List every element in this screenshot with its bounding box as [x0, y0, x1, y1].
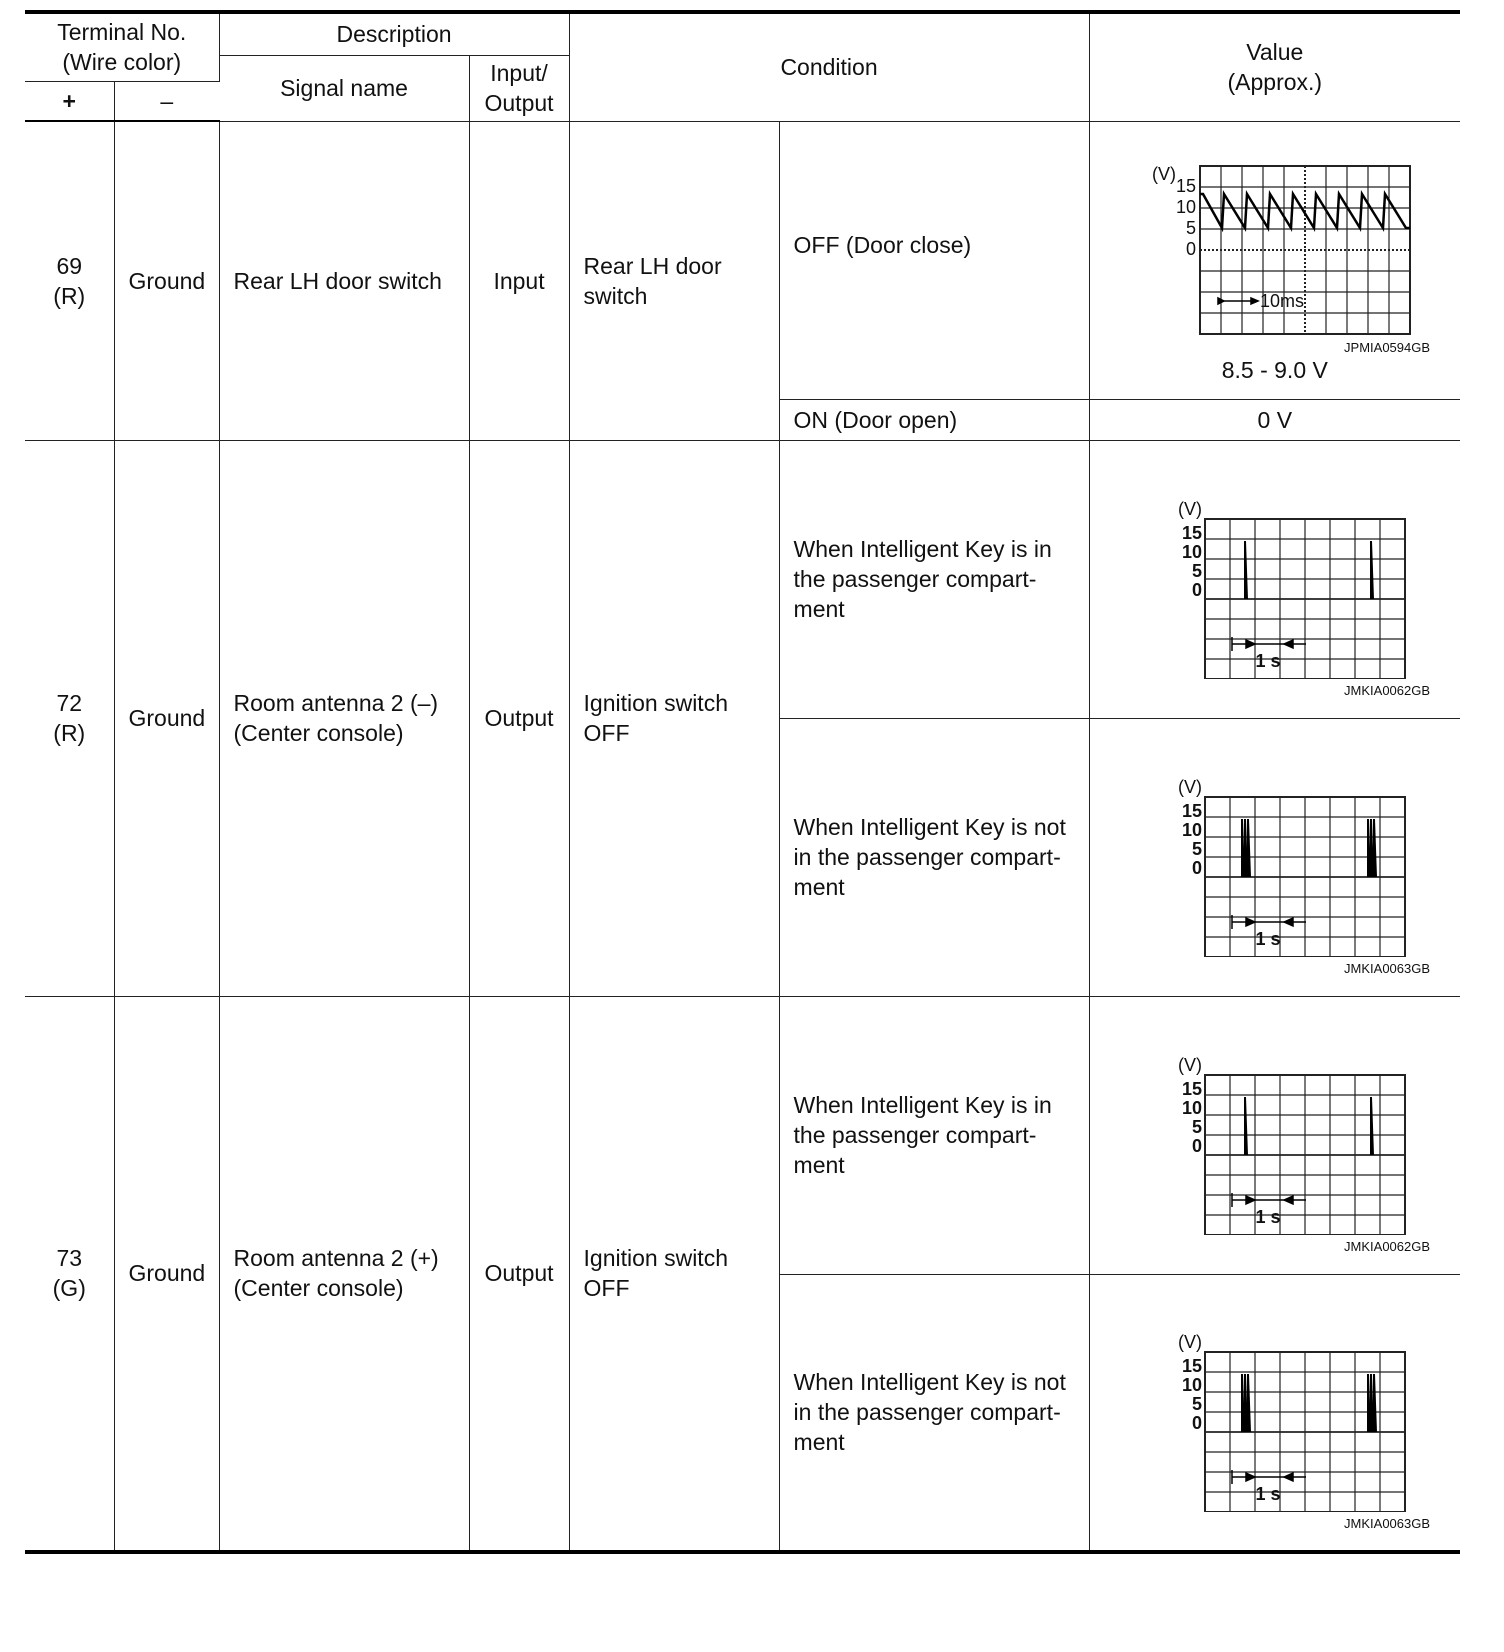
pulse-spike — [1371, 819, 1373, 877]
pulse-spike — [1242, 1374, 1244, 1432]
value-text: 0 V — [1089, 399, 1460, 440]
time-span-arrows — [1218, 298, 1258, 304]
signal-line: Room antenna 2 (+) — [233, 1245, 439, 1272]
signal-line: (Center console) — [233, 1275, 404, 1302]
antenna-waveform-not-in — [1110, 1332, 1440, 1512]
unit-label: (V) — [1177, 1055, 1202, 1075]
y-tick: 5 — [1185, 218, 1196, 238]
y-tick: 0 — [1185, 239, 1196, 259]
pulse-spike — [1245, 541, 1247, 599]
figure-id: JMKIA0063GB — [1344, 961, 1431, 976]
terminal-cell — [25, 996, 114, 1552]
description-header: Description — [219, 12, 569, 55]
signal-line: Room antenna 2 (–) — [233, 690, 439, 716]
value-cell — [1089, 718, 1460, 996]
y-tick: 15 — [1181, 1079, 1202, 1099]
pulse-spike — [1371, 1374, 1373, 1432]
approx-label: (Approx.) — [1227, 69, 1323, 96]
condition-line: OFF — [583, 1275, 630, 1302]
state-line: the passenger compart- — [793, 1122, 1037, 1148]
y-tick: 0 — [1191, 858, 1202, 878]
state-label: OFF (Door close) — [779, 121, 1089, 399]
time-label: 1 s — [1255, 1207, 1281, 1227]
y-tick: 10 — [1175, 197, 1196, 217]
table-row — [25, 440, 1460, 718]
pulse-spike — [1371, 541, 1373, 599]
state-label: ON (Door open) — [779, 399, 1089, 440]
y-tick: 5 — [1191, 1117, 1202, 1137]
condition-header: Condition — [569, 12, 1089, 121]
y-tick: 15 — [1181, 801, 1202, 821]
state-label — [779, 718, 1089, 996]
state-line: ment — [793, 874, 845, 900]
signal-name: Rear LH door switch — [219, 121, 469, 440]
pulse-spike — [1245, 1097, 1247, 1155]
y-tick: 5 — [1191, 561, 1202, 581]
antenna-waveform-not-in — [1110, 777, 1440, 957]
condition-cell — [569, 121, 779, 440]
value-label: Value — [1246, 39, 1304, 66]
value-cell — [1089, 996, 1460, 1274]
terminal-cell — [25, 121, 114, 440]
unit-label: (V) — [1177, 499, 1202, 519]
state-label — [779, 1274, 1089, 1552]
pulse-spike — [1371, 1097, 1373, 1155]
pulse-spike — [1368, 819, 1370, 877]
state-line: ment — [793, 1429, 845, 1456]
state-line: When Intelligent Key is in — [793, 536, 1052, 562]
y-tick: 5 — [1191, 1394, 1202, 1415]
state-line: in the passenger compart- — [793, 1399, 1061, 1426]
condition-cell — [569, 440, 779, 996]
figure-id: JMKIA0062GB — [1344, 1239, 1431, 1254]
condition-line: Ignition switch — [583, 1245, 728, 1272]
y-tick: 10 — [1181, 1375, 1202, 1396]
state-label — [779, 996, 1089, 1274]
unit-label: (V) — [1177, 1332, 1202, 1353]
wire-color-label: (Wire color) — [62, 49, 182, 76]
pulse-spike — [1245, 819, 1247, 877]
y-tick: 0 — [1191, 1413, 1202, 1434]
time-label: 1 s — [1255, 651, 1281, 671]
terminal-no-header — [25, 12, 219, 81]
value-text: 8.5 - 9.0 V — [1221, 357, 1328, 383]
table-row — [25, 121, 1460, 399]
figure-id: JMKIA0063GB — [1344, 1516, 1431, 1532]
unit-label: (V) — [1151, 164, 1176, 184]
condition-cell — [569, 996, 779, 1552]
door-switch-waveform — [1110, 136, 1440, 336]
io-type: Output — [469, 996, 569, 1552]
y-tick: 0 — [1191, 580, 1202, 600]
unit-label: (V) — [1177, 777, 1202, 797]
y-tick: 10 — [1181, 542, 1202, 562]
signal-name — [219, 440, 469, 996]
value-cell — [1089, 440, 1460, 718]
antenna-waveform-in — [1110, 1055, 1440, 1235]
condition-line: switch — [583, 282, 648, 309]
table-row — [25, 996, 1460, 1274]
time-label: 1 s — [1255, 929, 1281, 949]
condition-line: Ignition switch — [583, 690, 728, 716]
y-tick: 10 — [1181, 1098, 1202, 1118]
terminal-number: 69 — [56, 252, 83, 279]
wire-color: (R) — [53, 282, 86, 309]
io-type: Output — [469, 440, 569, 996]
io-label-2: Output — [484, 90, 554, 116]
minus-terminal: Ground — [114, 440, 219, 996]
pulse-spike — [1374, 819, 1376, 877]
value-cell — [1089, 1274, 1460, 1552]
minus-header: – — [114, 81, 219, 121]
condition-line: Rear LH door — [583, 252, 722, 279]
figure-id: JPMIA0594GB — [1344, 340, 1431, 355]
antenna-waveform-in — [1110, 499, 1440, 679]
terminal-no-label: Terminal No. — [57, 19, 187, 46]
condition-line: OFF — [583, 720, 630, 746]
terminal-number: 72 — [56, 690, 83, 716]
figure-id: JMKIA0062GB — [1344, 683, 1431, 698]
terminal-spec-table — [25, 10, 1460, 1554]
value-cell — [1089, 121, 1460, 399]
pulse-spike — [1242, 819, 1244, 877]
y-tick: 5 — [1191, 839, 1202, 859]
io-header — [469, 55, 569, 121]
io-type: Input — [469, 121, 569, 440]
state-line: When Intelligent Key is not — [793, 1369, 1066, 1396]
state-line: When Intelligent Key is not — [793, 814, 1066, 840]
plot-grid — [1205, 1075, 1405, 1235]
plus-header: + — [25, 81, 114, 121]
pulse-spike — [1368, 1374, 1370, 1432]
minus-terminal: Ground — [114, 996, 219, 1552]
wire-color: (G) — [52, 1275, 86, 1302]
y-tick: 0 — [1191, 1136, 1202, 1156]
wire-color: (R) — [53, 720, 86, 746]
y-tick: 15 — [1181, 1356, 1202, 1377]
signal-line: (Center console) — [233, 720, 404, 746]
y-tick: 10 — [1181, 820, 1202, 840]
value-header — [1089, 12, 1460, 121]
state-line: ment — [793, 596, 845, 622]
terminal-number: 73 — [56, 1245, 83, 1272]
state-line: ment — [793, 1152, 845, 1178]
plot-grid — [1205, 519, 1405, 679]
signal-name — [219, 996, 469, 1552]
state-line: in the passenger compart- — [793, 844, 1061, 870]
pulse-spike — [1248, 1374, 1250, 1432]
state-line: the passenger compart- — [793, 566, 1037, 592]
terminal-cell — [25, 440, 114, 996]
io-label-1: Input/ — [490, 60, 548, 86]
pulse-spike — [1245, 1374, 1247, 1432]
state-label — [779, 440, 1089, 718]
y-tick: 15 — [1175, 176, 1196, 196]
pulse-spike — [1374, 1374, 1376, 1432]
pulse-spike — [1248, 819, 1250, 877]
y-tick: 15 — [1181, 523, 1202, 543]
time-label: 10ms — [1259, 291, 1304, 311]
time-label: 1 s — [1255, 1484, 1281, 1505]
state-line: When Intelligent Key is in — [793, 1092, 1052, 1118]
minus-terminal: Ground — [114, 121, 219, 440]
signal-name-header: Signal name — [219, 55, 469, 121]
